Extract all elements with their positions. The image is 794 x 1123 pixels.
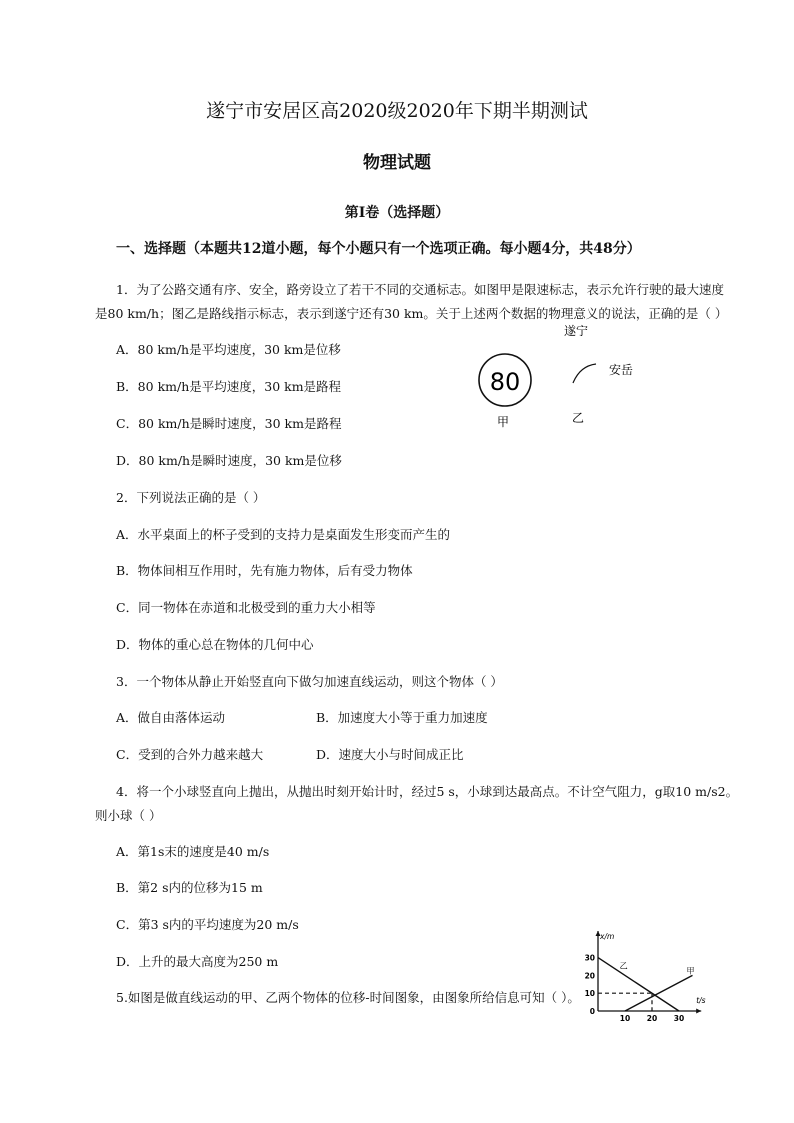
q3-option-b: B．加速度大小等于重力加速度 xyxy=(316,710,488,725)
y-axis-label: x/m xyxy=(600,932,615,941)
speed-limit-value: 80 xyxy=(489,368,521,396)
x-axis-arrow xyxy=(696,1009,701,1014)
q4-stem-line1: 4．将一个小球竖直向上抛出，从抛出时刻开始计时，经过5 s，小球到达最高点。不计空气阻力，g取10 m/s2。 xyxy=(116,784,739,799)
traffic-sign-figure xyxy=(470,320,650,432)
x-tick-label: 20 xyxy=(646,1014,658,1023)
q1-option-b: B．80 km/h是平均速度，30 km是路程 xyxy=(116,379,342,394)
place-label-suining: 遂宁 xyxy=(563,324,589,338)
series-label-yi: 乙 xyxy=(619,961,628,971)
x-tick-label: 10 xyxy=(619,1014,631,1023)
exam-title: 遂宁市安居区高2020级2020年下期半期测试 xyxy=(206,100,588,122)
section-heading: 一、选择题（本题共12道小题，每个小题只有一个选项正确。每小题4分，共48分） xyxy=(116,241,641,257)
q4-stem-line2: 则小球（ ） xyxy=(95,808,162,823)
q4-option-a: A．第1s末的速度是40 m/s xyxy=(116,844,270,859)
part-heading: 第Ⅰ卷（选择题） xyxy=(344,205,450,221)
q5-stem: 5.如图是做直线运动的甲、乙两个物体的位移-时间图象，由图象所给信息可知（ ）。 xyxy=(116,990,580,1005)
q2-option-b: B．物体间相互作用时，先有施力物体，后有受力物体 xyxy=(116,563,413,578)
q3-stem: 3．一个物体从静止开始竖直向下做匀加速直线运动，则这个物体（ ） xyxy=(116,674,503,689)
q2-option-d: D．物体的重心总在物体的几何中心 xyxy=(116,637,314,652)
y-tick-label: 0 xyxy=(589,1007,595,1016)
q4-option-c: C．第3 s内的平均速度为20 m/s xyxy=(116,917,299,932)
q4-option-d: D．上升的最大高度为250 m xyxy=(116,954,279,969)
q4-option-b: B．第2 s内的位移为15 m xyxy=(116,880,263,895)
x-axis-label: t/s xyxy=(696,996,706,1005)
y-tick-label: 20 xyxy=(584,971,595,981)
q3-option-a: A．做自由落体运动 xyxy=(116,710,226,725)
q3-option-d: D．速度大小与时间成正比 xyxy=(316,747,464,762)
position-time-graph xyxy=(580,925,710,1025)
q3-option-c: C．受到的合外力越来越大 xyxy=(116,747,264,762)
figure-label-jia: 甲 xyxy=(496,415,510,429)
exam-subtitle: 物理试题 xyxy=(363,153,431,173)
q1-option-a: A．80 km/h是平均速度，30 km是位移 xyxy=(116,342,341,357)
y-tick-label: 10 xyxy=(584,989,595,999)
series-label-jia: 甲 xyxy=(686,966,695,976)
q1-option-c: C．80 km/h是瞬时速度，30 km是路程 xyxy=(116,416,342,431)
q2-option-c: C．同一物体在赤道和北极受到的重力大小相等 xyxy=(116,600,376,615)
q1-option-d: D．80 km/h是瞬时速度，30 km是位移 xyxy=(116,453,342,468)
series-line-yi xyxy=(598,958,679,1011)
q1-stem-line1: 1．为了公路交通有序、安全，路旁设立了若干不同的交通标志。如图甲是限速标志，表示允许行驶的最大速度 xyxy=(116,282,724,297)
q2-stem: 2．下列说法正确的是（ ） xyxy=(116,490,266,505)
figure-label-yi: 乙 xyxy=(571,411,585,425)
x-tick-label: 30 xyxy=(673,1014,685,1023)
q2-option-a: A．水平桌面上的杯子受到的支持力是桌面发生形变而产生的 xyxy=(116,527,451,542)
y-tick-label: 30 xyxy=(584,953,595,963)
place-label-anyue: 安岳 xyxy=(609,363,634,377)
q1-stem-line2: 是80 km/h；图乙是路线指示标志，表示到遂宁还有30 km。关于上述两个数据的物理意义的说法，正确的是（ ） xyxy=(95,306,728,321)
route-sign-arrow xyxy=(573,364,596,383)
